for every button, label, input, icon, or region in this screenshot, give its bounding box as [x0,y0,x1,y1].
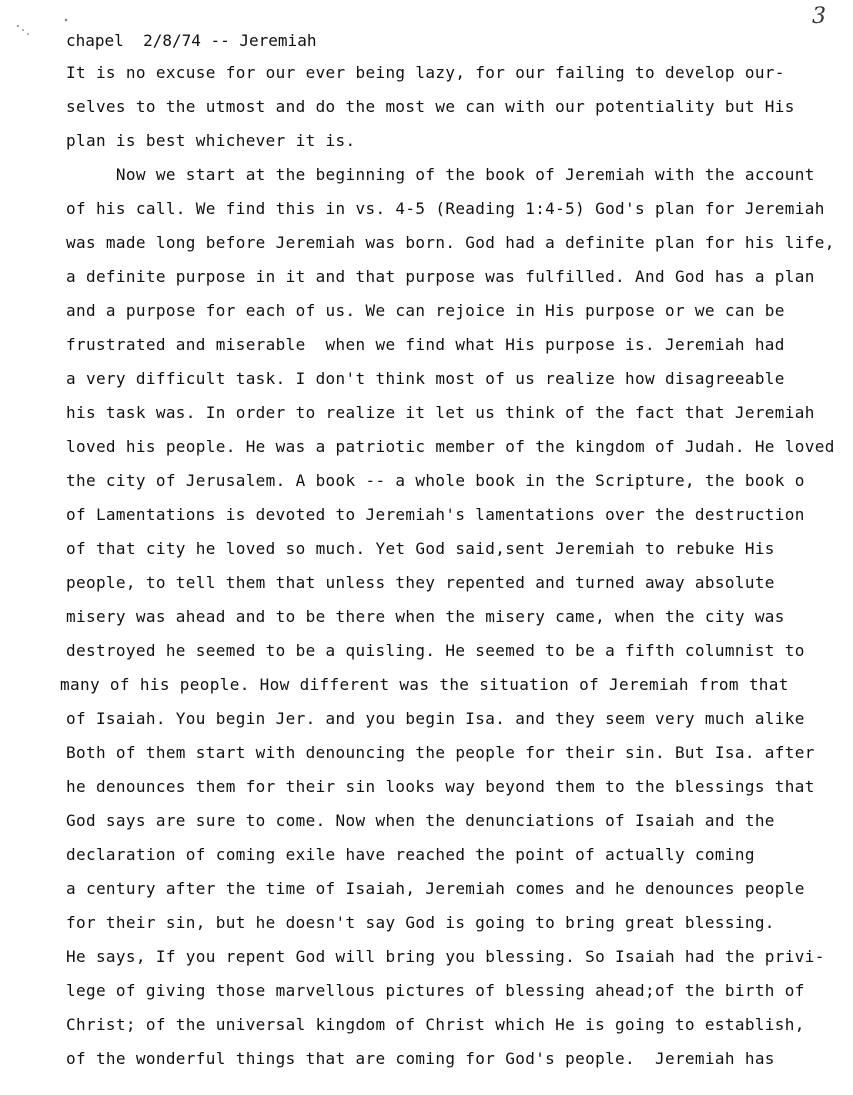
scan-specks [14,12,74,42]
document-header: chapel 2/8/74 -- Jeremiah [66,31,317,50]
text-line: the city of Jerusalem. A book -- a whole book in the Scripture, the book o [66,471,805,490]
text-line: destroyed he seemed to be a quisling. He seemed to be a fifth columnist to [66,641,805,660]
page-number: 3 [812,4,826,29]
text-line: people, to tell them that unless they repented and turned away absolute [66,573,775,592]
text-line: for their sin, but he doesn't say God is going to bring great blessing. [66,913,775,932]
text-line: selves to the utmost and do the most we can with our potentiality but His [66,97,795,116]
text-line: a very difficult task. I don't think most of us realize how disagreeable [66,369,785,388]
text-line: a century after the time of Isaiah, Jeremiah comes and he denounces people [66,879,805,898]
text-line: Now we start at the beginning of the book of Jeremiah with the account [66,165,815,184]
text-line: a definite purpose in it and that purpose was fulfilled. And God has a plan [66,267,815,286]
text-line: of Lamentations is devoted to Jeremiah's lamentations over the destruction [66,505,805,524]
text-line: It is no excuse for our ever being lazy, for our failing to develop our- [66,63,785,82]
text-line: many of his people. How different was the situation of Jeremiah from that [60,675,789,694]
text-line: his task was. In order to realize it let us think of the fact that Jeremiah [66,403,815,422]
text-line: misery was ahead and to be there when the misery came, when the city was [66,607,785,626]
text-line: and a purpose for each of us. We can rejoice in His purpose or we can be [66,301,785,320]
text-line: of the wonderful things that are coming for God's people. Jeremiah has [66,1049,775,1068]
text-line: Both of them start with denouncing the people for their sin. But Isa. after [66,743,815,762]
text-line: frustrated and miserable when we find what His purpose is. Jeremiah had [66,335,785,354]
text-line: declaration of coming exile have reached the point of actually coming [66,845,755,864]
text-line: of Isaiah. You begin Jer. and you begin Isa. and they seem very much alike [66,709,805,728]
text-line: he denounces them for their sin looks way beyond them to the blessings that [66,777,815,796]
text-line: God says are sure to come. Now when the denunciations of Isaiah and the [66,811,775,830]
text-line: He says, If you repent God will bring you blessing. So Isaiah had the privi- [66,947,825,966]
text-line: was made long before Jeremiah was born. God had a definite plan for his life, [66,233,835,252]
text-line: plan is best whichever it is. [66,131,356,150]
text-line: loved his people. He was a patriotic member of the kingdom of Judah. He loved [66,437,835,456]
text-line: of his call. We find this in vs. 4-5 (Reading 1:4-5) God's plan for Jeremiah [66,199,825,218]
text-line: lege of giving those marvellous pictures of blessing ahead;of the birth of [66,981,805,1000]
text-line: of that city he loved so much. Yet God said,sent Jeremiah to rebuke His [66,539,775,558]
text-line: Christ; of the universal kingdom of Christ which He is going to establish, [66,1015,805,1034]
